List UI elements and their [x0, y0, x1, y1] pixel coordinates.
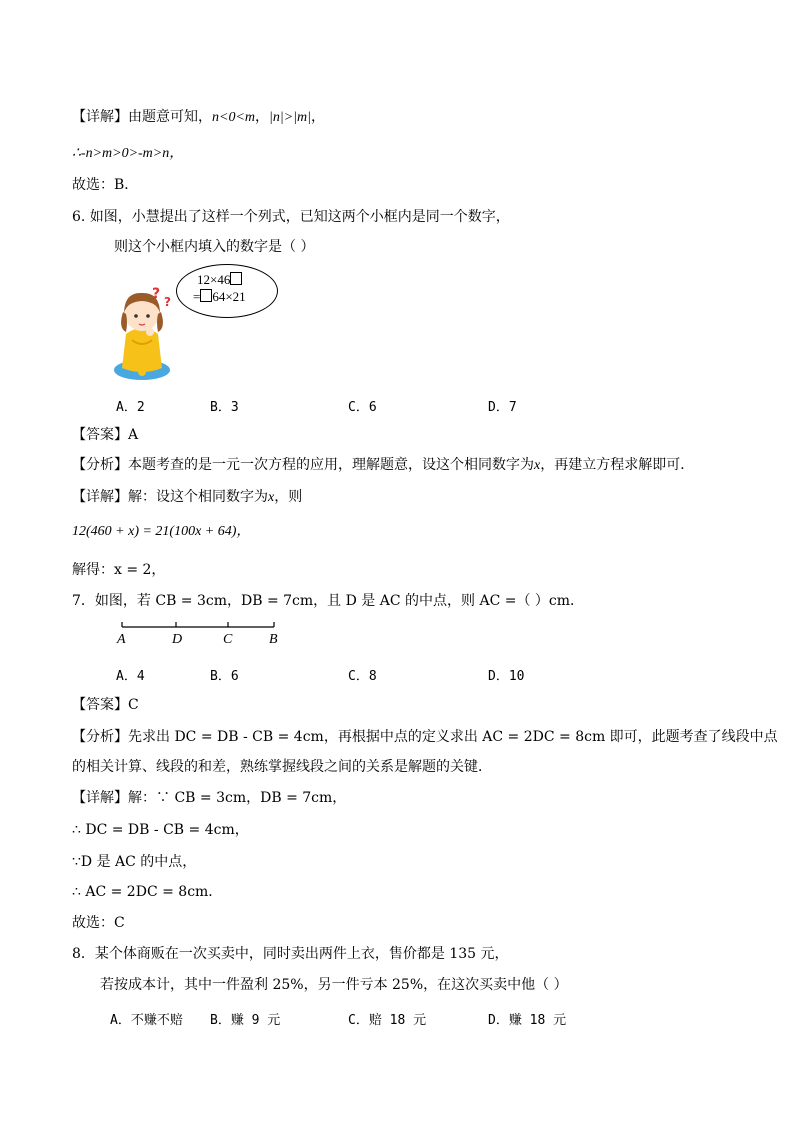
thinking-girl-icon [112, 284, 178, 384]
q5-chain: ∴-n>m>0>-m>n， [72, 146, 184, 161]
point-label-b: B [269, 632, 278, 647]
q6-option-b[interactable]: B．3 [210, 400, 239, 415]
separator: ， [310, 109, 325, 125]
q8-option-b[interactable]: B．赚 9 元 [210, 1013, 281, 1028]
q7-option-d[interactable]: D．10 [488, 669, 525, 684]
q6-stem-line-2: 则这个小框内填入的数字是（ ） [114, 239, 315, 255]
q7-analysis-1: 【分析】先求出 DC = DB - CB = 4cm，再根据中点的定义求出 AC = 2DC = 8cm 即可，此题考查了线段中点 [72, 729, 778, 745]
analysis-text: ，再建立方程求解即可． [540, 457, 695, 473]
point-label-a: A [117, 632, 126, 647]
q6-analysis [72, 455, 694, 476]
line-segment-figure [112, 622, 282, 632]
q7-option-b[interactable]: B．6 [210, 669, 239, 684]
condition-2: |n|>|m| [269, 110, 311, 125]
q7-stem: 7．如图，若 CB = 3cm，DB = 7cm，且 D 是 AC 的中点，则 AC =（ ）cm． [72, 593, 585, 609]
bubble-line-2 [193, 289, 246, 305]
q8-option-a[interactable]: A．不赚不赔 [110, 1013, 183, 1028]
q8-option-d[interactable]: D．赚 18 元 [488, 1013, 567, 1028]
bubble-text: 64×21 [212, 289, 246, 304]
bubble-text: 12×46 [197, 272, 231, 287]
q8-option-c[interactable]: C．赔 18 元 [348, 1013, 427, 1028]
q7-option-a[interactable]: A．4 [116, 669, 145, 684]
q6-detail [72, 487, 302, 508]
q6-answer: 【答案】A [72, 427, 139, 443]
analysis-text: 【分析】本题考查的是一元一次方程的应用，理解题意，设这个相同数字为 [72, 457, 534, 473]
detail-text: ，则 [274, 489, 303, 505]
detail-text: 【详解】解：设这个相同数字为 [72, 489, 268, 505]
q8-stem-line-2: 若按成本计，其中一件盈利 25%，另一件亏本 25%，在这次买卖中他（ ） [100, 977, 568, 993]
variable: x [534, 458, 541, 473]
q7-detail-2: ∴ DC = DB - CB = 4cm， [72, 822, 249, 838]
q7-choice: 故选：C [72, 915, 125, 931]
q6-solve: 解得：x = 2， [72, 562, 166, 578]
svg-text:?: ? [164, 295, 171, 309]
thought-bubble [176, 264, 278, 318]
detail-label: 【详解】 [72, 109, 128, 125]
q8-stem-line-1: 8．某个体商贩在一次买卖中，同时卖出两件上衣，售价都是 135 元， [72, 946, 509, 962]
q5-detail-line [72, 107, 325, 128]
detail-text: 由题意可知， [128, 109, 212, 125]
bubble-text: = [193, 289, 201, 304]
blank-box [200, 289, 212, 302]
q7-detail-4: ∴ AC = 2DC = 8cm． [72, 884, 223, 900]
q7-detail-1: 【详解】解：∵ CB = 3cm，DB = 7cm， [72, 790, 347, 806]
condition-1: n<0<m [212, 110, 256, 125]
q6-option-c[interactable]: C．6 [348, 400, 377, 415]
point-label-c: C [223, 632, 233, 647]
q6-equation: 12(460 + x) = 21(100x + 64)， [72, 524, 251, 539]
q7-answer: 【答案】C [72, 697, 139, 713]
point-label-d: D [172, 632, 183, 647]
separator: ， [255, 109, 270, 125]
q7-analysis-2: 的相关计算、线段的和差，熟练掌握线段之间的关系是解题的关键． [72, 759, 492, 775]
q7-detail-3: ∵D 是 AC 的中点， [72, 854, 197, 870]
variable: x [268, 490, 275, 505]
bubble-line-1 [197, 272, 242, 288]
blank-box [230, 272, 242, 285]
svg-text:?: ? [152, 286, 161, 302]
q6-stem-line-1: 6. 如图，小慧提出了这样一个列式，已知这两个小框内是同一个数字， [72, 209, 510, 225]
q7-option-c[interactable]: C．8 [348, 669, 377, 684]
q6-option-a[interactable]: A．2 [116, 400, 145, 415]
q5-choice: 故选：B． [72, 177, 139, 193]
q6-option-d[interactable]: D．7 [488, 400, 517, 415]
